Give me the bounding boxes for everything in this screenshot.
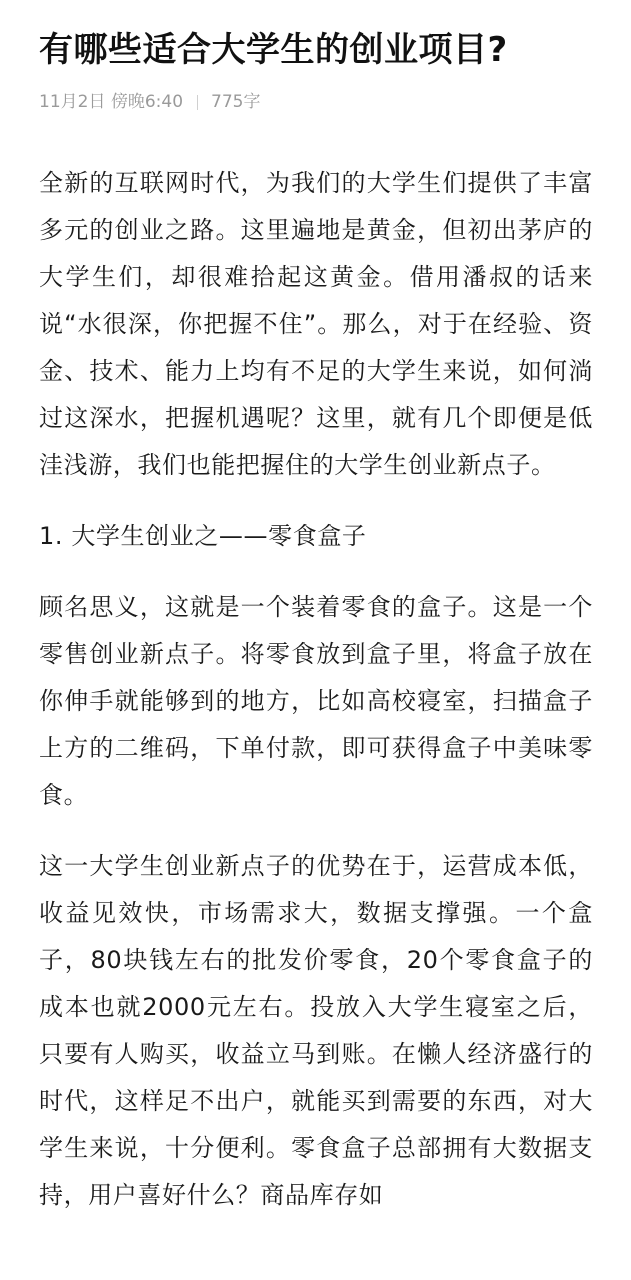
article-title: 有哪些适合大学生的创业项目? [39,30,508,70]
article-body [39,160,593,1219]
article-meta [39,90,593,114]
paragraph-definition: 顾名思义，这就是一个装着零食的盒子。这是一个零售创业新点子。将零食放到盒子里，将盒子放在你伸手就能够到的地方，比如高校寝室，扫描盒子上方的二维码，下单付款，即可获得盒子中美味零食。 [39,593,593,809]
section-heading: 1. 大学生创业之——零食盒子 [39,522,367,550]
meta-divider [197,95,198,110]
publish-date: 11月2日 [39,92,106,112]
paragraph-advantages: 这一大学生创业新点子的优势在于，运营成本低，收益见效快，市场需求大，数据支撑强。一个盒子，80块钱左右的批发价零食，20个零食盒子的成本也就2000元左右。投放入大学生寝室之后，只要有人购买，收益立马到账。在懒人经济盛行的时代，这样足不出户，就能买到需要的东西，对大学生来说，十分便利。零食盒子总部拥有大数据支持，用户喜好什么？商品库存如 [39,852,593,1209]
word-count: 775字 [211,92,261,112]
paragraph-intro: 全新的互联网时代，为我们的大学生们提供了丰富多元的创业之路。这里遍地是黄金，但初出茅庐的大学生们，却很难拾起这黄金。借用潘叔的话来说“水很深，你把握不住”。那么，对于在经验、资金、技术、能力上均有不足的大学生来说，如何淌过这深水，把握机遇呢？这里，就有几个即便是低洼浅游，我们也能把握住的大学生创业新点子。 [39,169,593,479]
publish-time: 傍晚6:40 [110,92,184,112]
